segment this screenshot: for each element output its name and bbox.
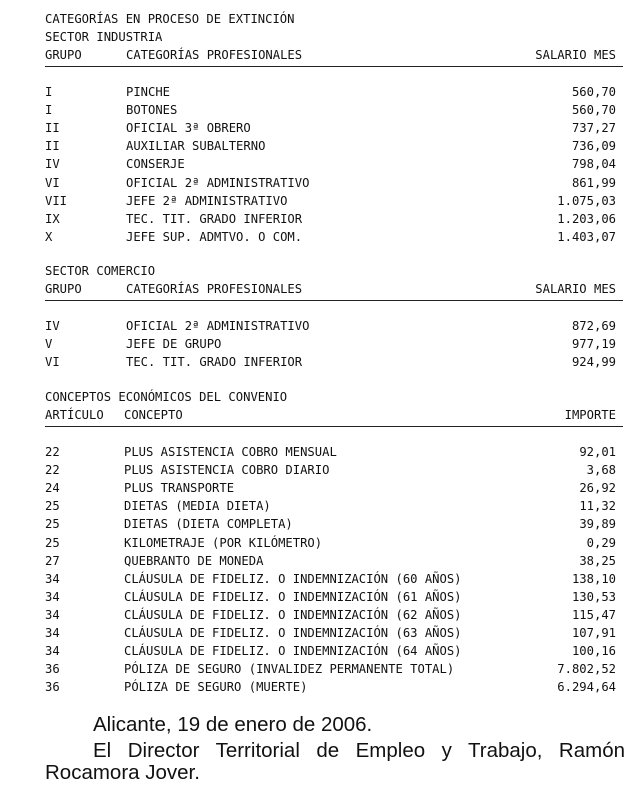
cell-salario: 1.075,03 <box>557 193 616 208</box>
cell-grupo: II <box>45 139 60 154</box>
cell-categoria: CONSERJE <box>126 157 185 172</box>
cell-concepto: DIETAS (DIETA COMPLETA) <box>124 517 293 532</box>
cell-articulo: 34 <box>45 589 60 604</box>
signature: El Director Territorial de Empleo y Trabajo, Ramón Rocamora Jover. <box>45 739 625 784</box>
cell-categoria: OFICIAL 2ª ADMINISTRATIVO <box>126 319 310 333</box>
header-salario: SALARIO MES <box>535 282 616 296</box>
cell-articulo: 25 <box>45 517 60 532</box>
cell-articulo: 36 <box>45 680 60 695</box>
table-row <box>45 534 616 552</box>
cell-concepto: KILOMETRAJE (POR KILÓMETRO) <box>124 535 323 550</box>
table-row <box>45 606 616 624</box>
table-row <box>45 137 616 155</box>
cell-articulo: 25 <box>45 535 60 550</box>
cell-grupo: I <box>45 85 53 99</box>
cell-concepto: PÓLIZA DE SEGURO (INVALIDEZ PERMANENTE TOTAL) <box>124 662 455 677</box>
cell-concepto: CLÁUSULA DE FIDELIZ. O INDEMNIZACIÓN (61 AÑOS) <box>124 589 462 604</box>
cell-salario: 736,09 <box>571 139 616 154</box>
cell-grupo: V <box>45 337 53 352</box>
header-categorias: CATEGORÍAS PROFESIONALES <box>126 282 303 296</box>
cell-articulo: 34 <box>45 607 60 622</box>
table-row <box>45 335 616 353</box>
sector-title: SECTOR INDUSTRIA <box>45 30 163 44</box>
cell-categoria: PINCHE <box>126 85 171 99</box>
cell-concepto: CLÁUSULA DE FIDELIZ. O INDEMNIZACIÓN (60 AÑOS) <box>124 571 462 586</box>
cell-importe: 3,68 <box>586 463 616 478</box>
cell-grupo: IV <box>45 319 60 333</box>
cell-grupo: IV <box>45 157 60 172</box>
divider <box>45 66 623 67</box>
cell-grupo: VI <box>45 175 60 190</box>
table-row <box>45 210 616 228</box>
cell-categoria: BOTONES <box>126 103 178 118</box>
cell-importe: 92,01 <box>579 445 616 459</box>
cell-salario: 861,99 <box>571 175 616 190</box>
cell-salario: 977,19 <box>571 337 616 352</box>
cell-salario: 560,70 <box>571 103 616 118</box>
table-header <box>45 406 616 424</box>
cell-salario: 798,04 <box>571 157 616 172</box>
cell-articulo: 27 <box>45 553 60 568</box>
cell-categoria: JEFE 2ª ADMINISTRATIVO <box>126 193 288 208</box>
cell-concepto: DIETAS (MEDIA DIETA) <box>124 499 271 514</box>
cell-salario: 1.403,07 <box>557 229 616 244</box>
cell-importe: 130,53 <box>571 589 616 604</box>
cell-concepto: PLUS ASISTENCIA COBRO MENSUAL <box>124 445 337 459</box>
cell-articulo: 24 <box>45 481 60 496</box>
section-title: CATEGORÍAS EN PROCESO DE EXTINCIÓN <box>45 12 295 26</box>
table-row <box>45 624 616 642</box>
table-row <box>45 497 616 515</box>
header-categorias: CATEGORÍAS PROFESIONALES <box>126 48 303 62</box>
cell-articulo: 22 <box>45 445 60 459</box>
cell-salario: 560,70 <box>571 85 616 99</box>
cell-grupo: VI <box>45 355 60 370</box>
table-row <box>45 317 616 335</box>
table-row <box>45 228 616 246</box>
section-title: CONCEPTOS ECONÓMICOS DEL CONVENIO <box>45 390 288 404</box>
header-grupo: GRUPO <box>45 282 82 296</box>
cell-categoria: OFICIAL 2ª ADMINISTRATIVO <box>126 175 310 190</box>
table-row <box>45 174 616 192</box>
cell-salario: 924,99 <box>571 355 616 370</box>
cell-categoria: JEFE DE GRUPO <box>126 337 222 352</box>
cell-concepto: QUEBRANTO DE MONEDA <box>124 553 264 568</box>
cell-concepto: CLÁUSULA DE FIDELIZ. O INDEMNIZACIÓN (62 AÑOS) <box>124 607 462 622</box>
table-row <box>45 101 616 119</box>
divider <box>45 426 623 427</box>
table-row <box>45 588 616 606</box>
table-row <box>45 83 616 101</box>
header-grupo: GRUPO <box>45 48 82 62</box>
cell-importe: 6.294,64 <box>557 680 616 695</box>
cell-salario: 872,69 <box>571 319 616 333</box>
cell-concepto: PLUS ASISTENCIA COBRO DIARIO <box>124 463 330 478</box>
cell-importe: 115,47 <box>571 607 616 622</box>
cell-importe: 100,16 <box>571 644 616 659</box>
table-row <box>45 443 616 461</box>
cell-importe: 39,89 <box>579 517 616 532</box>
cell-grupo: X <box>45 229 53 244</box>
header-importe: IMPORTE <box>564 408 616 422</box>
table-row <box>45 155 616 173</box>
cell-importe: 7.802,52 <box>557 662 616 677</box>
table-row <box>45 642 616 660</box>
cell-importe: 0,29 <box>586 535 616 550</box>
table-row <box>45 479 616 497</box>
table-header <box>45 280 616 298</box>
table-row <box>45 119 616 137</box>
cell-categoria: JEFE SUP. ADMTVO. O COM. <box>126 229 303 244</box>
table-row <box>45 678 616 696</box>
cell-grupo: II <box>45 121 60 136</box>
cell-importe: 11,32 <box>579 499 616 514</box>
sector-title: SECTOR COMERCIO <box>45 264 156 278</box>
cell-concepto: PLUS TRANSPORTE <box>124 481 235 496</box>
cell-grupo: VII <box>45 193 68 208</box>
cell-concepto: CLÁUSULA DE FIDELIZ. O INDEMNIZACIÓN (64 AÑOS) <box>124 644 462 659</box>
table-row <box>45 552 616 570</box>
cell-importe: 138,10 <box>571 571 616 586</box>
table-row <box>45 353 616 371</box>
cell-grupo: I <box>45 103 53 118</box>
cell-articulo: 34 <box>45 571 60 586</box>
cell-concepto: PÓLIZA DE SEGURO (MUERTE) <box>124 680 308 695</box>
divider <box>45 300 623 301</box>
table-row <box>45 570 616 588</box>
cell-articulo: 22 <box>45 463 60 478</box>
cell-salario: 737,27 <box>571 121 616 136</box>
cell-articulo: 25 <box>45 499 60 514</box>
header-salario: SALARIO MES <box>535 48 616 62</box>
table-row <box>45 515 616 533</box>
cell-categoria: TEC. TIT. GRADO INFERIOR <box>126 211 303 226</box>
cell-articulo: 34 <box>45 626 60 640</box>
cell-importe: 38,25 <box>579 553 616 568</box>
header-concepto: CONCEPTO <box>124 408 183 422</box>
cell-importe: 107,91 <box>571 626 616 640</box>
cell-categoria: AUXILIAR SUBALTERNO <box>126 139 266 154</box>
table-row <box>45 192 616 210</box>
table-header <box>45 46 616 64</box>
table-row <box>45 660 616 678</box>
place-date: Alicante, 19 de enero de 2006. <box>93 713 373 736</box>
cell-salario: 1.203,06 <box>557 211 616 226</box>
cell-importe: 26,92 <box>579 481 616 496</box>
cell-categoria: OFICIAL 3ª OBRERO <box>126 121 251 136</box>
header-articulo: ARTÍCULO <box>45 408 104 422</box>
table-row <box>45 461 616 479</box>
cell-articulo: 36 <box>45 662 60 677</box>
cell-articulo: 34 <box>45 644 60 659</box>
cell-grupo: IX <box>45 211 60 226</box>
cell-concepto: CLÁUSULA DE FIDELIZ. O INDEMNIZACIÓN (63 AÑOS) <box>124 626 462 640</box>
cell-categoria: TEC. TIT. GRADO INFERIOR <box>126 355 303 370</box>
